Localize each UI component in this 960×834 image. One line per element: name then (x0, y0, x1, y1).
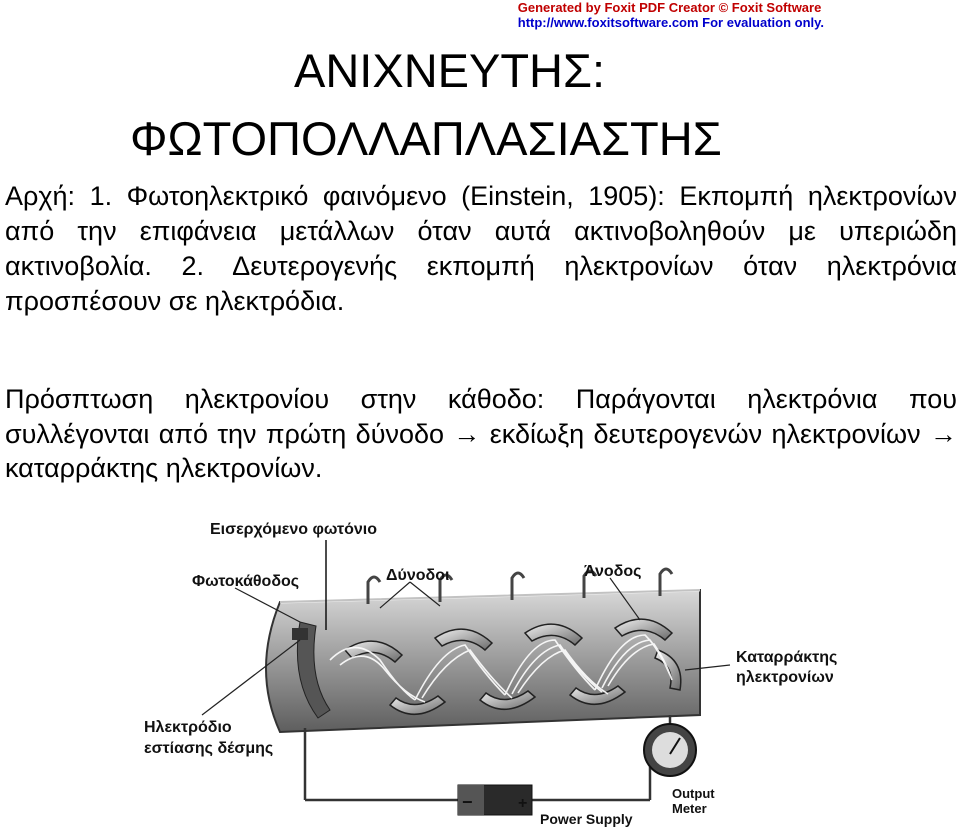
watermark-line2: http://www.foxitsoftware.com For evaluation only. (517, 15, 824, 30)
label-output-line2: Meter (672, 801, 707, 816)
label-incoming-photon: Εισερχόμενο φωτόνιο (210, 521, 378, 538)
focus-electrode (292, 628, 308, 640)
battery-minus: − (462, 792, 473, 812)
label-anode: Άνοδος (584, 563, 642, 580)
battery-plus: + (518, 795, 528, 812)
tube-body (266, 590, 700, 732)
watermark-line1: Generated by Foxit PDF Creator © Foxit Software (517, 0, 822, 15)
power-supply-battery (458, 785, 532, 815)
output-meter (644, 724, 696, 776)
label-focus-line2: εστίασης δέσμης (144, 740, 274, 757)
label-cascade-line1: Καταρράκτης (736, 649, 838, 666)
label-focus-line1: Ηλεκτρόδιο (144, 719, 232, 736)
principle-paragraph: Αρχή: 1. Φωτοηλεκτρικό φαινόμενο (Einstein, 1905): Εκπομπή ηλεκτρονίων από την επιφάνεια μετάλλων όταν αυτά ακτινοβοληθούν με υπεριώδη ακτινοβολία. 2. Δευτερογενής εκπομπή ηλεκτρονίων όταν ηλεκτρόνια προσπέσουν σε ηλεκτρόδια. (5, 181, 957, 316)
photomultiplier-diagram (140, 510, 860, 830)
title-line1: ΑΝΙΧΝΕΥΤΗΣ: (294, 44, 606, 97)
label-photocathode: Φωτοκάθοδος (192, 573, 300, 590)
cascade-paragraph: Πρόσπτωση ηλεκτρονίου στην κάθοδο: Παράγονται ηλεκτρόνια που συλλέγονται από την πρώτη δύνοδο → εκδίωξη δευτερογενών ηλεκτρονίων → καταρράκτης ηλεκτρονίων. (5, 384, 957, 483)
label-dynodes: Δύνοδοι (386, 567, 450, 584)
label-cascade-line2: ηλεκτρονίων (736, 669, 834, 686)
label-power-supply: Power Supply (540, 811, 633, 827)
foxit-watermark (518, 0, 824, 30)
label-output-line1: Output (672, 786, 715, 801)
title-line2: ΦΩΤΟΠΟΛΛΑΠΛΑΣΙΑΣΤΗΣ (130, 112, 722, 165)
